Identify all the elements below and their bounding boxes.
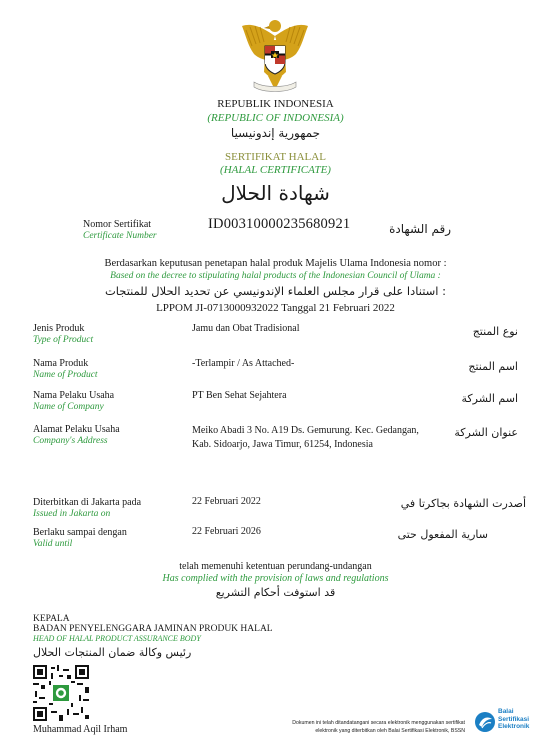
country-title-en: (REPUBLIC OF INDONESIA) <box>207 112 344 124</box>
garuda-emblem-icon <box>236 16 314 96</box>
certificate-title-en: (HALAL CERTIFICATE) <box>220 164 331 176</box>
field-label: Nama Produk <box>33 358 89 369</box>
certificate-number-value: ID00310000235680921 <box>208 216 351 232</box>
qr-code-icon <box>33 665 89 721</box>
e-signature-note <box>292 719 465 735</box>
compliance-text-en: Has complied with the provision of laws and regulations <box>162 573 389 584</box>
decree-basis-text-en: Based on the decree to stipulating halal products of the Indonesian Council of Ulama : <box>110 271 441 281</box>
issued-label: Diterbitkan di Jakarta pada <box>33 497 142 508</box>
bsre-shield-icon <box>474 711 496 733</box>
decree-number: LPPOM JI-0713000932022 Tanggal 21 Februari 2022 <box>156 302 395 314</box>
bsre-line3: Elektronik <box>498 723 530 730</box>
signatory-agency: BADAN PENYELENGGARA JAMINAN PRODUK HALAL <box>33 624 273 634</box>
field-value: -Terlampir / As Attached- <box>192 358 295 369</box>
issued-date-value: 22 Februari 2022 <box>192 496 261 507</box>
field-label-en: Name of Company <box>33 402 104 412</box>
certificate-title-ar: شهادة الحلال <box>221 181 330 205</box>
field-label-ar: اسم المنتج <box>468 360 518 373</box>
field-label-en: Company's Address <box>33 436 108 446</box>
certificate-number-label-en: Certificate Number <box>83 231 157 241</box>
field-value: Meiko Abadi 3 No. A19 Ds. Gemurung. Kec. Gedangan, Kab. Sidoarjo, Jawa Timur, 61254, Indonesia <box>192 425 419 450</box>
field-label-ar: نوع المنتج <box>472 325 518 338</box>
bsre-line2: Sertifikasi <box>498 715 530 723</box>
field-label: Jenis Produk <box>33 323 85 334</box>
signatory-agency-ar: رئيس وكالة ضمان المنتجات الحلال <box>33 646 192 659</box>
certificate-number-label-ar: رقم الشهادة <box>389 222 451 236</box>
e-signature-note-line2: elektronik yang diterbitkan oleh Balai Sertifikasi Elektronik, BSSN <box>315 728 465 734</box>
bsre-logo <box>474 708 546 740</box>
certificate-title: SERTIFIKAT HALAL <box>225 151 326 163</box>
country-title: REPUBLIK INDONESIA <box>217 98 334 110</box>
valid-label-en: Valid until <box>33 539 73 549</box>
signatory-title: KEPALA <box>33 614 70 624</box>
field-value: Jamu dan Obat Tradisional <box>192 323 300 334</box>
compliance-text-ar: قد استوفت أحكام التشريع <box>215 586 336 599</box>
bsre-text <box>498 708 529 731</box>
field-label: Nama Pelaku Usaha <box>33 390 115 401</box>
field-label-en: Name of Product <box>33 370 98 380</box>
e-signature-note-line1: Dokumen ini telah ditandatangani secara elektronik menggunakan sertifikat <box>292 720 465 726</box>
field-label-ar: اسم الشركة <box>461 392 518 405</box>
valid-until-value: 22 Februari 2026 <box>192 526 261 537</box>
compliance-text: telah memenuhi ketentuan perundang-undangan <box>179 561 372 572</box>
valid-label: Berlaku sampai dengan <box>33 527 127 538</box>
field-value: PT Ben Sehat Sejahtera <box>192 390 287 401</box>
signatory-agency-en: HEAD OF HALAL PRODUCT ASSURANCE BODY <box>33 634 201 643</box>
field-label-en: Type of Product <box>33 335 94 345</box>
decree-basis-text: Berdasarkan keputusan penetapan halal produk Majelis Ulama Indonesia nomor : <box>104 258 447 269</box>
bsre-line1: Balai <box>498 708 514 715</box>
field-label: Alamat Pelaku Usaha <box>33 424 120 435</box>
field-label-ar: عنوان الشركة <box>454 426 518 439</box>
signatory-name: Muhammad Aqil Irham <box>33 724 128 735</box>
decree-basis-text-ar: استنادا على قرار مجلس العلماء الإندونيسي عن تحديد الحلال للمنتجات : <box>104 284 447 298</box>
qr-code <box>33 665 89 721</box>
certificate-number-label: Nomor Sertifikat <box>83 219 152 230</box>
valid-label-ar: سارية المفعول حتى <box>397 528 488 541</box>
country-title-ar: جمهورية إندونيسيا <box>230 126 321 140</box>
issued-label-ar: أصدرت الشهادة بجاكرتا في <box>400 497 526 510</box>
issued-label-en: Issued in Jakarta on <box>33 509 111 519</box>
